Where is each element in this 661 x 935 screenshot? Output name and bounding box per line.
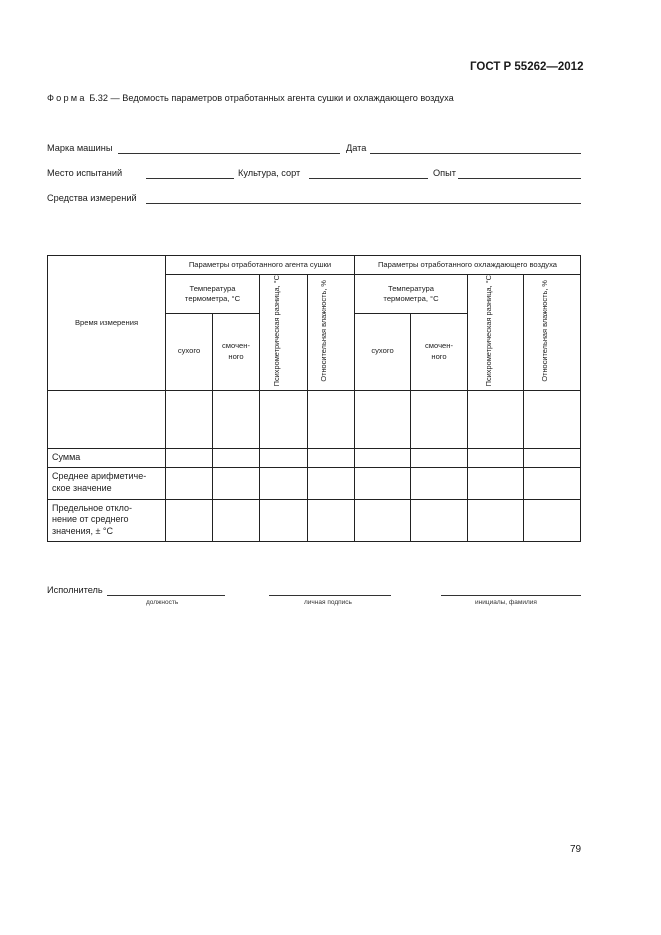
drying-thermometer-header [166,275,260,314]
name-caption: инициалы, фамилия [475,599,537,606]
drying-psychrometric-header [260,275,308,391]
time-header-cell [48,256,166,391]
cooling-dry-header: сухого [355,313,411,390]
table-cell[interactable] [411,499,468,541]
cooling-air-group-header: Параметры отработанного охлаждающего воздуха [355,256,581,275]
table-cell[interactable] [213,467,260,499]
table-cell[interactable] [524,467,581,499]
table-cell[interactable] [468,390,524,448]
cooling-thermometer-header [355,275,468,314]
table-cell[interactable] [468,499,524,541]
table-cell[interactable] [308,448,355,467]
deviation-label [48,499,166,541]
sum-label: Сумма [48,448,166,467]
name-field[interactable] [441,595,581,596]
time-header: Время измерения [74,317,139,327]
performer-label: Исполнитель [47,585,103,595]
table-cell[interactable] [166,390,213,448]
cooling-psychrometric-header [468,275,524,391]
drying-psychrometric-text: Психрометрическая разница, °С [271,275,281,387]
drying-humidity-text: Относительная влажность, % [319,279,328,382]
table-cell[interactable] [213,390,260,448]
measuring-means-field[interactable] [146,203,581,204]
table-cell[interactable] [213,448,260,467]
table-row-deviation [48,499,581,541]
table-row-mean [48,467,581,499]
test-place-label: Место испытаний [47,168,123,178]
table-cell[interactable] [48,390,166,448]
table-cell[interactable] [411,467,468,499]
cooling-wet-text: смочен- ного [425,341,453,361]
page-number: 79 [570,844,582,855]
table-cell[interactable] [355,390,411,448]
table-cell[interactable] [260,390,308,448]
date-label: Дата [346,143,367,153]
table-cell[interactable] [468,448,524,467]
table-cell[interactable] [260,448,308,467]
table-cell[interactable] [411,448,468,467]
drying-thermometer-text: Температура термометра, °С [184,283,241,303]
table-cell[interactable] [166,499,213,541]
table-cell[interactable] [355,499,411,541]
cooling-humidity-header [524,275,581,391]
crop-variety-field[interactable] [309,178,428,179]
measuring-means-label: Средства измерений [47,193,137,203]
table-cell[interactable] [411,390,468,448]
cooling-humidity-text: Относительная влажность, % [540,279,549,382]
table-cell[interactable] [260,467,308,499]
experiment-field[interactable] [458,178,581,179]
test-place-field[interactable] [146,178,234,179]
table-cell[interactable] [355,448,411,467]
table-cell[interactable] [468,467,524,499]
cooling-thermometer-text: Температура термометра, °С [383,283,439,303]
form-number-title: Б.32 — Ведомость параметров отработанных агента сушки и охлаждающего воздуха [89,93,454,103]
crop-variety-label: Культура, сорт [238,168,301,178]
table-cell[interactable] [213,499,260,541]
drying-wet-text: смочен- ного [222,341,250,361]
form-label: Форма [47,93,87,103]
position-field[interactable] [107,595,225,596]
table-cell[interactable] [166,467,213,499]
deviation-label-text: Предельное откло- нение от среднего значения, ± °С [52,502,132,536]
table-row-data [48,390,581,448]
cooling-wet-header [411,313,468,390]
table-cell[interactable] [308,499,355,541]
form-title [47,93,454,103]
experiment-label: Опыт [433,168,456,178]
signature-caption: личная подпись [304,599,352,606]
table-cell[interactable] [355,467,411,499]
drying-humidity-header [308,275,355,391]
mean-label-text: Среднее арифметиче- ское значение [52,471,147,494]
table-cell[interactable] [524,448,581,467]
cooling-psychrometric-text: Психрометрическая разница, °С [483,275,493,387]
standard-number: ГОСТ Р 55262—2012 [470,61,584,73]
table-cell[interactable] [524,390,581,448]
date-field[interactable] [370,153,581,154]
table-row-sum [48,448,581,467]
table-cell[interactable] [260,499,308,541]
drying-agent-group-header: Параметры отработанного агента сушки [166,256,355,275]
mean-label [48,467,166,499]
drying-dry-header: сухого [166,313,213,390]
table-cell[interactable] [308,467,355,499]
signature-field[interactable] [269,595,391,596]
table-cell[interactable] [166,448,213,467]
machine-brand-field[interactable] [118,153,340,154]
table-cell[interactable] [524,499,581,541]
parameters-table [47,255,581,542]
drying-wet-header [213,313,260,390]
table-cell[interactable] [308,390,355,448]
machine-brand-label: Марка машины [47,143,113,153]
position-caption: должность [146,599,179,606]
